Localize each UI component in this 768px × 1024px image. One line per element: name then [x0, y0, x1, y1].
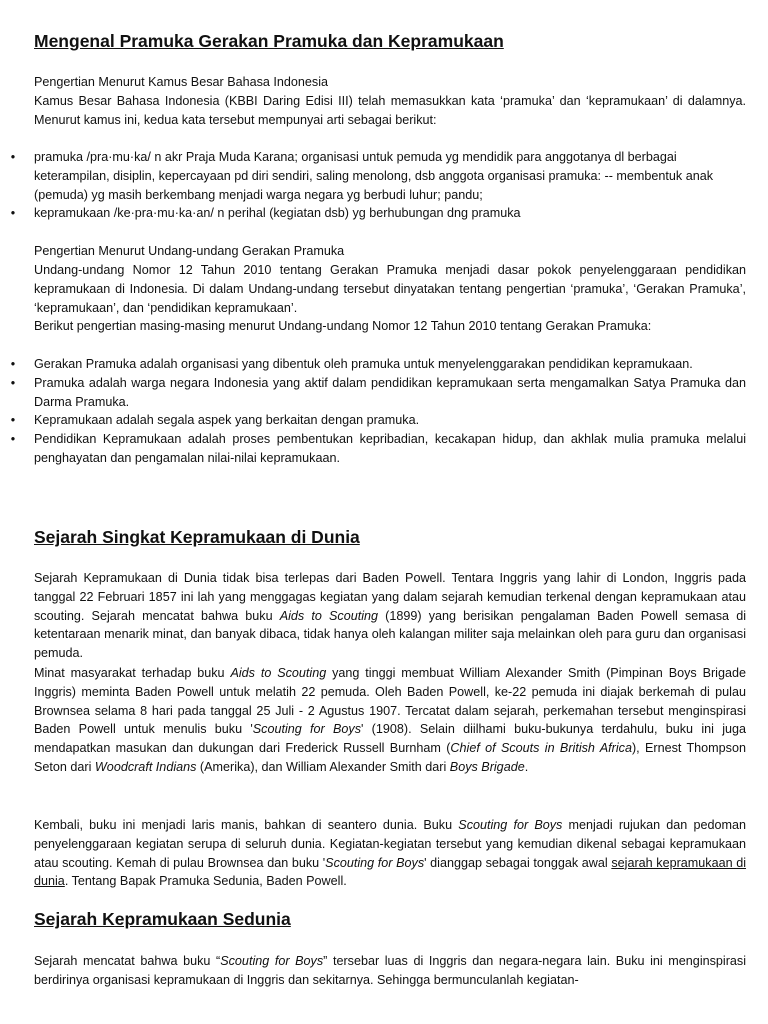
list-item	[10, 148, 746, 204]
list-item	[10, 430, 746, 468]
section-heading-sejarah-dunia: Sejarah Singkat Kepramukaan di Dunia	[34, 527, 360, 547]
uu-bullet-list	[10, 355, 746, 468]
list-item	[10, 204, 746, 223]
list-item	[10, 374, 746, 412]
book-title-scouting-for-boys: Scouting for Boys	[325, 855, 425, 870]
kbbi-bullet-kepramukaan: kepramukaan /ke·pra·mu·ka·an/ n perihal (kegiatan dsb) yg berhubungan dng pramuka	[34, 206, 521, 221]
text-run: menjadi rujukan dan pedoman penyelenggaraan kegiatan serupa di seluruh dunia. Kegiatan-kegiatan tersebut yang kemudian dikenal sebagai kepramukaan atau scouting. Kemah di pulau Brownsea dan buku '	[34, 818, 747, 870]
book-title-scouting-for-boys: Scouting for Boys	[252, 722, 362, 737]
uu-subtitle: Pengertian Menurut Undang-undang Gerakan Pramuka	[34, 244, 345, 258]
bullet-icon: •	[10, 206, 16, 221]
list-item	[10, 355, 746, 374]
kbbi-subtitle: Pengertian Menurut Kamus Besar Bahasa Indonesia	[34, 75, 329, 89]
uu-bullet-kepramukaan: Kepramukaan adalah segala aspek yang berkaitan dengan pramuka.	[34, 413, 420, 428]
uu-intro-2: Berikut pengertian masing-masing menurut Undang-undang Nomor 12 Tahun 2010 tentang Gerakan Pramuka:	[34, 319, 652, 333]
section-heading-sejarah-sedunia: Sejarah Kepramukaan Sedunia	[34, 909, 291, 929]
text-run: ” tersebar luas di Inggris dan negara-negara lain. Buku ini menginspirasi berdirinya organisasi kepramukaan di Inggris dan sekitarnya. Sehingga bermunculanlah kegiatan-	[34, 954, 747, 987]
bullet-icon: •	[10, 413, 16, 428]
book-title-scouting-for-boys: Scouting for Boys	[220, 954, 324, 968]
bullet-icon: •	[10, 375, 16, 390]
uu-bullet-pramuka: Pramuka adalah warga negara Indonesia yang aktif dalam pendidikan kepramukaan serta mengamalkan Satya Pramuka dan Darma Pramuka.	[34, 375, 746, 409]
text-run: . Tentang Bapak Pramuka Sedunia, Baden Powell.	[64, 874, 347, 889]
title-chief-of-scouts: Chief of Scouts in British Africa	[450, 741, 632, 756]
kbbi-bullet-list	[10, 148, 746, 223]
text-run: yang tinggi membuat William Alexander Smith (Pimpinan Boys Brigade Inggris) meminta Baden Powell untuk melatih 22 pemuda. Oleh Baden Powell, ke-22 pemuda ini diajak berkemah di pulau Brownsea selama 8 hari pada tanggal 25 Juli - 2 Agustus 1907. Tercatat dalam sejarah, perkemahan tersebut menginspirasi Baden Powell untuk menulis buku '	[34, 666, 746, 737]
link-sejarah-kepramukaan-di-dunia[interactable]: sejarah kepramukaan di dunia	[34, 855, 747, 889]
sejarah-sedunia-paragraph-1	[34, 952, 746, 990]
book-title-aids-to-scouting: Aids to Scouting	[230, 666, 327, 680]
uu-bullet-gerakan: Gerakan Pramuka adalah organisasi yang dibentuk oleh pramuka untuk menyelenggarakan pendidikan kepramukaan.	[34, 357, 693, 371]
uu-intro: Undang-undang Nomor 12 Tahun 2010 tentang Gerakan Pramuka menjadi dasar pokok penyelenggaraan pendidikan kepramukaan di Indonesia. Di dalam Undang-undang tersebut dinyatakan tentang pengertian ‘pramuka’, ‘Gerakan Pramuka’, ‘kepramukaan’, dan ‘pendidikan kepramukaan’.	[34, 263, 746, 315]
text-run: ), Ernest Thompson Seton dari	[34, 741, 746, 774]
org-woodcraft-indians: Woodcraft Indians	[94, 759, 197, 774]
text-run: ' (1908). Selain diilhami buku-bukunya terdahulu, buku ini juga mendapatkan masukan dan dukungan dari Frederick Russell Burnham (	[34, 722, 746, 756]
text-run: ' dianggap sebagai tonggak awal	[424, 855, 612, 870]
text-run: Kembali, buku ini menjadi laris manis, bahkan di seantero dunia. Buku	[34, 818, 459, 832]
bullet-icon: •	[10, 357, 16, 371]
book-title-aids-to-scouting: Aids to Scouting	[279, 608, 379, 623]
org-boys-brigade: Boys Brigade	[449, 759, 525, 774]
text-run: Sejarah Kepramukaan di Dunia tidak bisa terlepas dari Baden Powell. Tentara Inggris yang lahir di London, Inggris pada tanggal 22 Februari 1857 ini lah yang menggagas kegiatan yang dalam sejarah kemudian terkenal dengan kepramukaan atau scouting. Sejarah mencatat bahwa buku	[34, 571, 746, 623]
text-run: Minat masyarakat terhadap buku	[34, 666, 231, 680]
document-title: Mengenal Pramuka Gerakan Pramuka dan Kepramukaan	[34, 31, 504, 51]
sejarah-dunia-paragraph-1	[34, 569, 746, 663]
sejarah-dunia-paragraph-3	[34, 816, 746, 891]
text-run: .	[524, 759, 529, 774]
sejarah-dunia-paragraph-2	[34, 664, 746, 777]
list-item	[10, 411, 746, 430]
text-run: (1899) yang berisikan pengalaman Baden Powell semasa di ketentaraan menarik minat, dan banyak dibaca, tidak hanya oleh kalangan militer saja melainkan oleh para guru dan organisasi pemuda.	[34, 608, 746, 661]
text-run: (Amerika), dan William Alexander Smith dari	[196, 759, 450, 774]
uu-bullet-pendidikan: Pendidikan Kepramukaan adalah proses pembentukan kepribadian, kecakapan hidup, dan akhlak mulia pramuka melalui penghayatan dan pengamalan nilai-nilai kepramukaan.	[34, 432, 746, 465]
kbbi-intro: Kamus Besar Bahasa Indonesia (KBBI Daring Edisi III) telah memasukkan kata ‘pramuka’ dan ‘kepramukaan’ di dalamnya. Menurut kamus ini, kedua kata tersebut mempunyai arti sebagai berikut:	[34, 94, 746, 127]
kbbi-bullet-pramuka: pramuka /pra·mu·ka/ n akr Praja Muda Karana; organisasi untuk pemuda yg mendidik para anggotanya dl berbagai keterampilan, disiplin, kepercayaan pd diri sendiri, saling menolong, dsb anggota organisasi pramuka: -- membentuk anak (pemuda) yg masih berkembang menjadi warga negara yg berbudi luhur; pandu;	[34, 150, 714, 202]
text-run: Sejarah mencatat bahwa buku “	[34, 954, 221, 968]
book-title-scouting-for-boys: Scouting for Boys	[458, 818, 563, 832]
bullet-icon: •	[10, 432, 16, 447]
bullet-icon: •	[10, 150, 16, 164]
